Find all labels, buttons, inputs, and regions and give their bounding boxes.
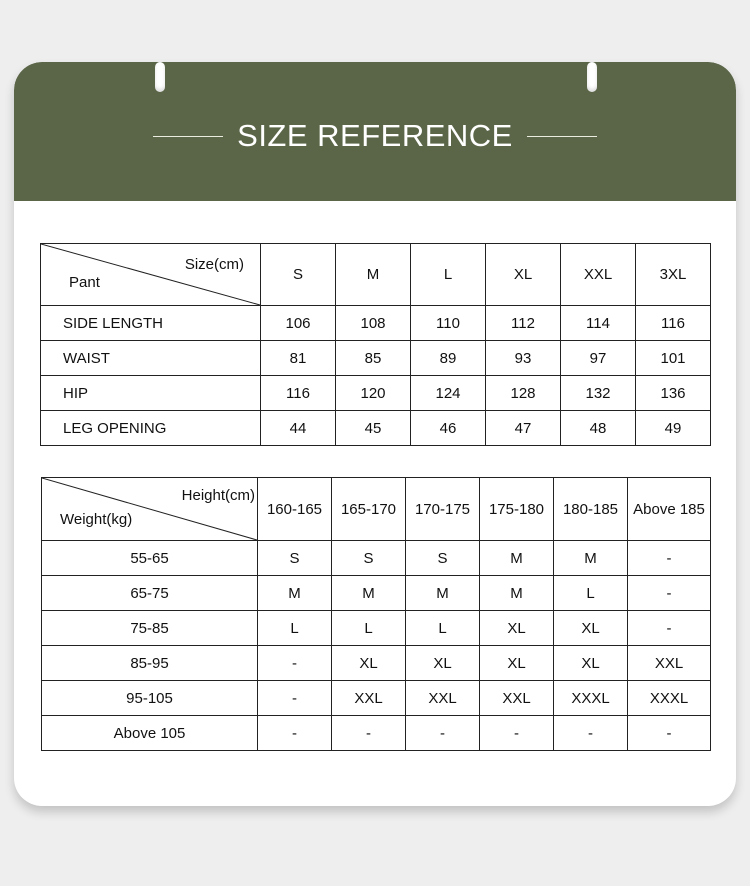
fit-column-header: 180-185 xyxy=(554,478,628,541)
table-cell: 108 xyxy=(336,306,411,341)
table-cell: 101 xyxy=(636,341,711,376)
table-cell: - xyxy=(628,716,711,751)
table-row xyxy=(42,611,711,646)
fit-column-header: 175-180 xyxy=(480,478,554,541)
hanging-pin-left xyxy=(155,62,165,92)
fit-column-header: 165-170 xyxy=(332,478,406,541)
table-cell: S xyxy=(406,541,480,576)
table-cell: 45 xyxy=(336,411,411,446)
table-cell: L xyxy=(332,611,406,646)
table-cell: 81 xyxy=(261,341,336,376)
pant-column-header: 3XL xyxy=(636,244,711,306)
table-cell: M xyxy=(480,576,554,611)
row-label: 55-65 xyxy=(42,541,258,576)
table-cell: 132 xyxy=(561,376,636,411)
table-cell: - xyxy=(332,716,406,751)
table-cell: XL xyxy=(554,646,628,681)
table-cell: 112 xyxy=(486,306,561,341)
table-cell: - xyxy=(628,576,711,611)
table-cell: 128 xyxy=(486,376,561,411)
table-cell: - xyxy=(628,541,711,576)
row-label: 85-95 xyxy=(42,646,258,681)
title-left-rule xyxy=(153,136,223,137)
table-cell: - xyxy=(406,716,480,751)
table-cell: - xyxy=(554,716,628,751)
title-right-rule xyxy=(527,136,597,137)
table-cell: M xyxy=(406,576,480,611)
table-cell: XXL xyxy=(480,681,554,716)
table-cell: - xyxy=(628,611,711,646)
table-cell: XXXL xyxy=(554,681,628,716)
table-cell: M xyxy=(554,541,628,576)
table-cell: M xyxy=(258,576,332,611)
table-cell: M xyxy=(480,541,554,576)
title-bar xyxy=(14,114,736,158)
row-label: 75-85 xyxy=(42,611,258,646)
table-cell: XL xyxy=(332,646,406,681)
hanging-pin-right xyxy=(587,62,597,92)
fit-corner-cell xyxy=(42,478,258,541)
pant-corner-top-label: Size(cm) xyxy=(184,256,244,273)
row-label: 65-75 xyxy=(42,576,258,611)
pant-corner-cell xyxy=(41,244,261,306)
table-cell: 110 xyxy=(411,306,486,341)
table-cell: L xyxy=(554,576,628,611)
table-cell: 93 xyxy=(486,341,561,376)
pant-corner-bottom-label: Pant xyxy=(69,274,100,291)
pant-column-header: XXL xyxy=(561,244,636,306)
table-cell: XXL xyxy=(628,646,711,681)
height-weight-fit-table xyxy=(41,477,711,751)
table-cell: - xyxy=(258,681,332,716)
table-cell: XXL xyxy=(332,681,406,716)
fit-column-header: 160-165 xyxy=(258,478,332,541)
table-cell: - xyxy=(258,646,332,681)
table-cell: 97 xyxy=(561,341,636,376)
pant-column-header: M xyxy=(336,244,411,306)
table-cell: 120 xyxy=(336,376,411,411)
table-cell: L xyxy=(406,611,480,646)
fit-corner-bottom-label: Weight(kg) xyxy=(60,511,133,528)
table-cell: XL xyxy=(406,646,480,681)
table-row xyxy=(41,376,711,411)
table-row xyxy=(41,411,711,446)
header-banner xyxy=(14,62,736,201)
table-cell: 49 xyxy=(636,411,711,446)
page-title: SIZE REFERENCE xyxy=(237,118,513,153)
row-label: LEG OPENING xyxy=(41,411,261,446)
table-cell: XXXL xyxy=(628,681,711,716)
pant-size-table xyxy=(40,243,711,446)
table-cell: 85 xyxy=(336,341,411,376)
table-cell: L xyxy=(258,611,332,646)
table-cell: 114 xyxy=(561,306,636,341)
table-cell: - xyxy=(480,716,554,751)
table-cell: XXL xyxy=(406,681,480,716)
pant-column-header: S xyxy=(261,244,336,306)
table-cell: 136 xyxy=(636,376,711,411)
table-row xyxy=(41,306,711,341)
row-label: Above 105 xyxy=(42,716,258,751)
table-cell: 44 xyxy=(261,411,336,446)
table-row xyxy=(42,681,711,716)
fit-column-header: Above 185 xyxy=(628,478,711,541)
row-label: WAIST xyxy=(41,341,261,376)
table-cell: 106 xyxy=(261,306,336,341)
table-cell: 124 xyxy=(411,376,486,411)
pant-header-row xyxy=(41,244,711,306)
fit-header-row xyxy=(42,478,711,541)
table-row xyxy=(42,576,711,611)
table-row xyxy=(41,341,711,376)
size-reference-card xyxy=(14,62,736,806)
pant-column-header: L xyxy=(411,244,486,306)
table-cell: 47 xyxy=(486,411,561,446)
fit-column-header: 170-175 xyxy=(406,478,480,541)
fit-corner-top-label: Height(cm) xyxy=(181,487,255,504)
row-label: HIP xyxy=(41,376,261,411)
table-row xyxy=(42,646,711,681)
table-cell: 116 xyxy=(261,376,336,411)
table-cell: 48 xyxy=(561,411,636,446)
table-cell: 116 xyxy=(636,306,711,341)
table-cell: XL xyxy=(480,611,554,646)
table-cell: M xyxy=(332,576,406,611)
table-cell: S xyxy=(258,541,332,576)
table-cell: S xyxy=(332,541,406,576)
table-cell: XL xyxy=(554,611,628,646)
table-cell: - xyxy=(258,716,332,751)
row-label: SIDE LENGTH xyxy=(41,306,261,341)
table-cell: 89 xyxy=(411,341,486,376)
row-label: 95-105 xyxy=(42,681,258,716)
table-row xyxy=(42,541,711,576)
table-cell: 46 xyxy=(411,411,486,446)
pant-column-header: XL xyxy=(486,244,561,306)
table-row xyxy=(42,716,711,751)
table-cell: XL xyxy=(480,646,554,681)
